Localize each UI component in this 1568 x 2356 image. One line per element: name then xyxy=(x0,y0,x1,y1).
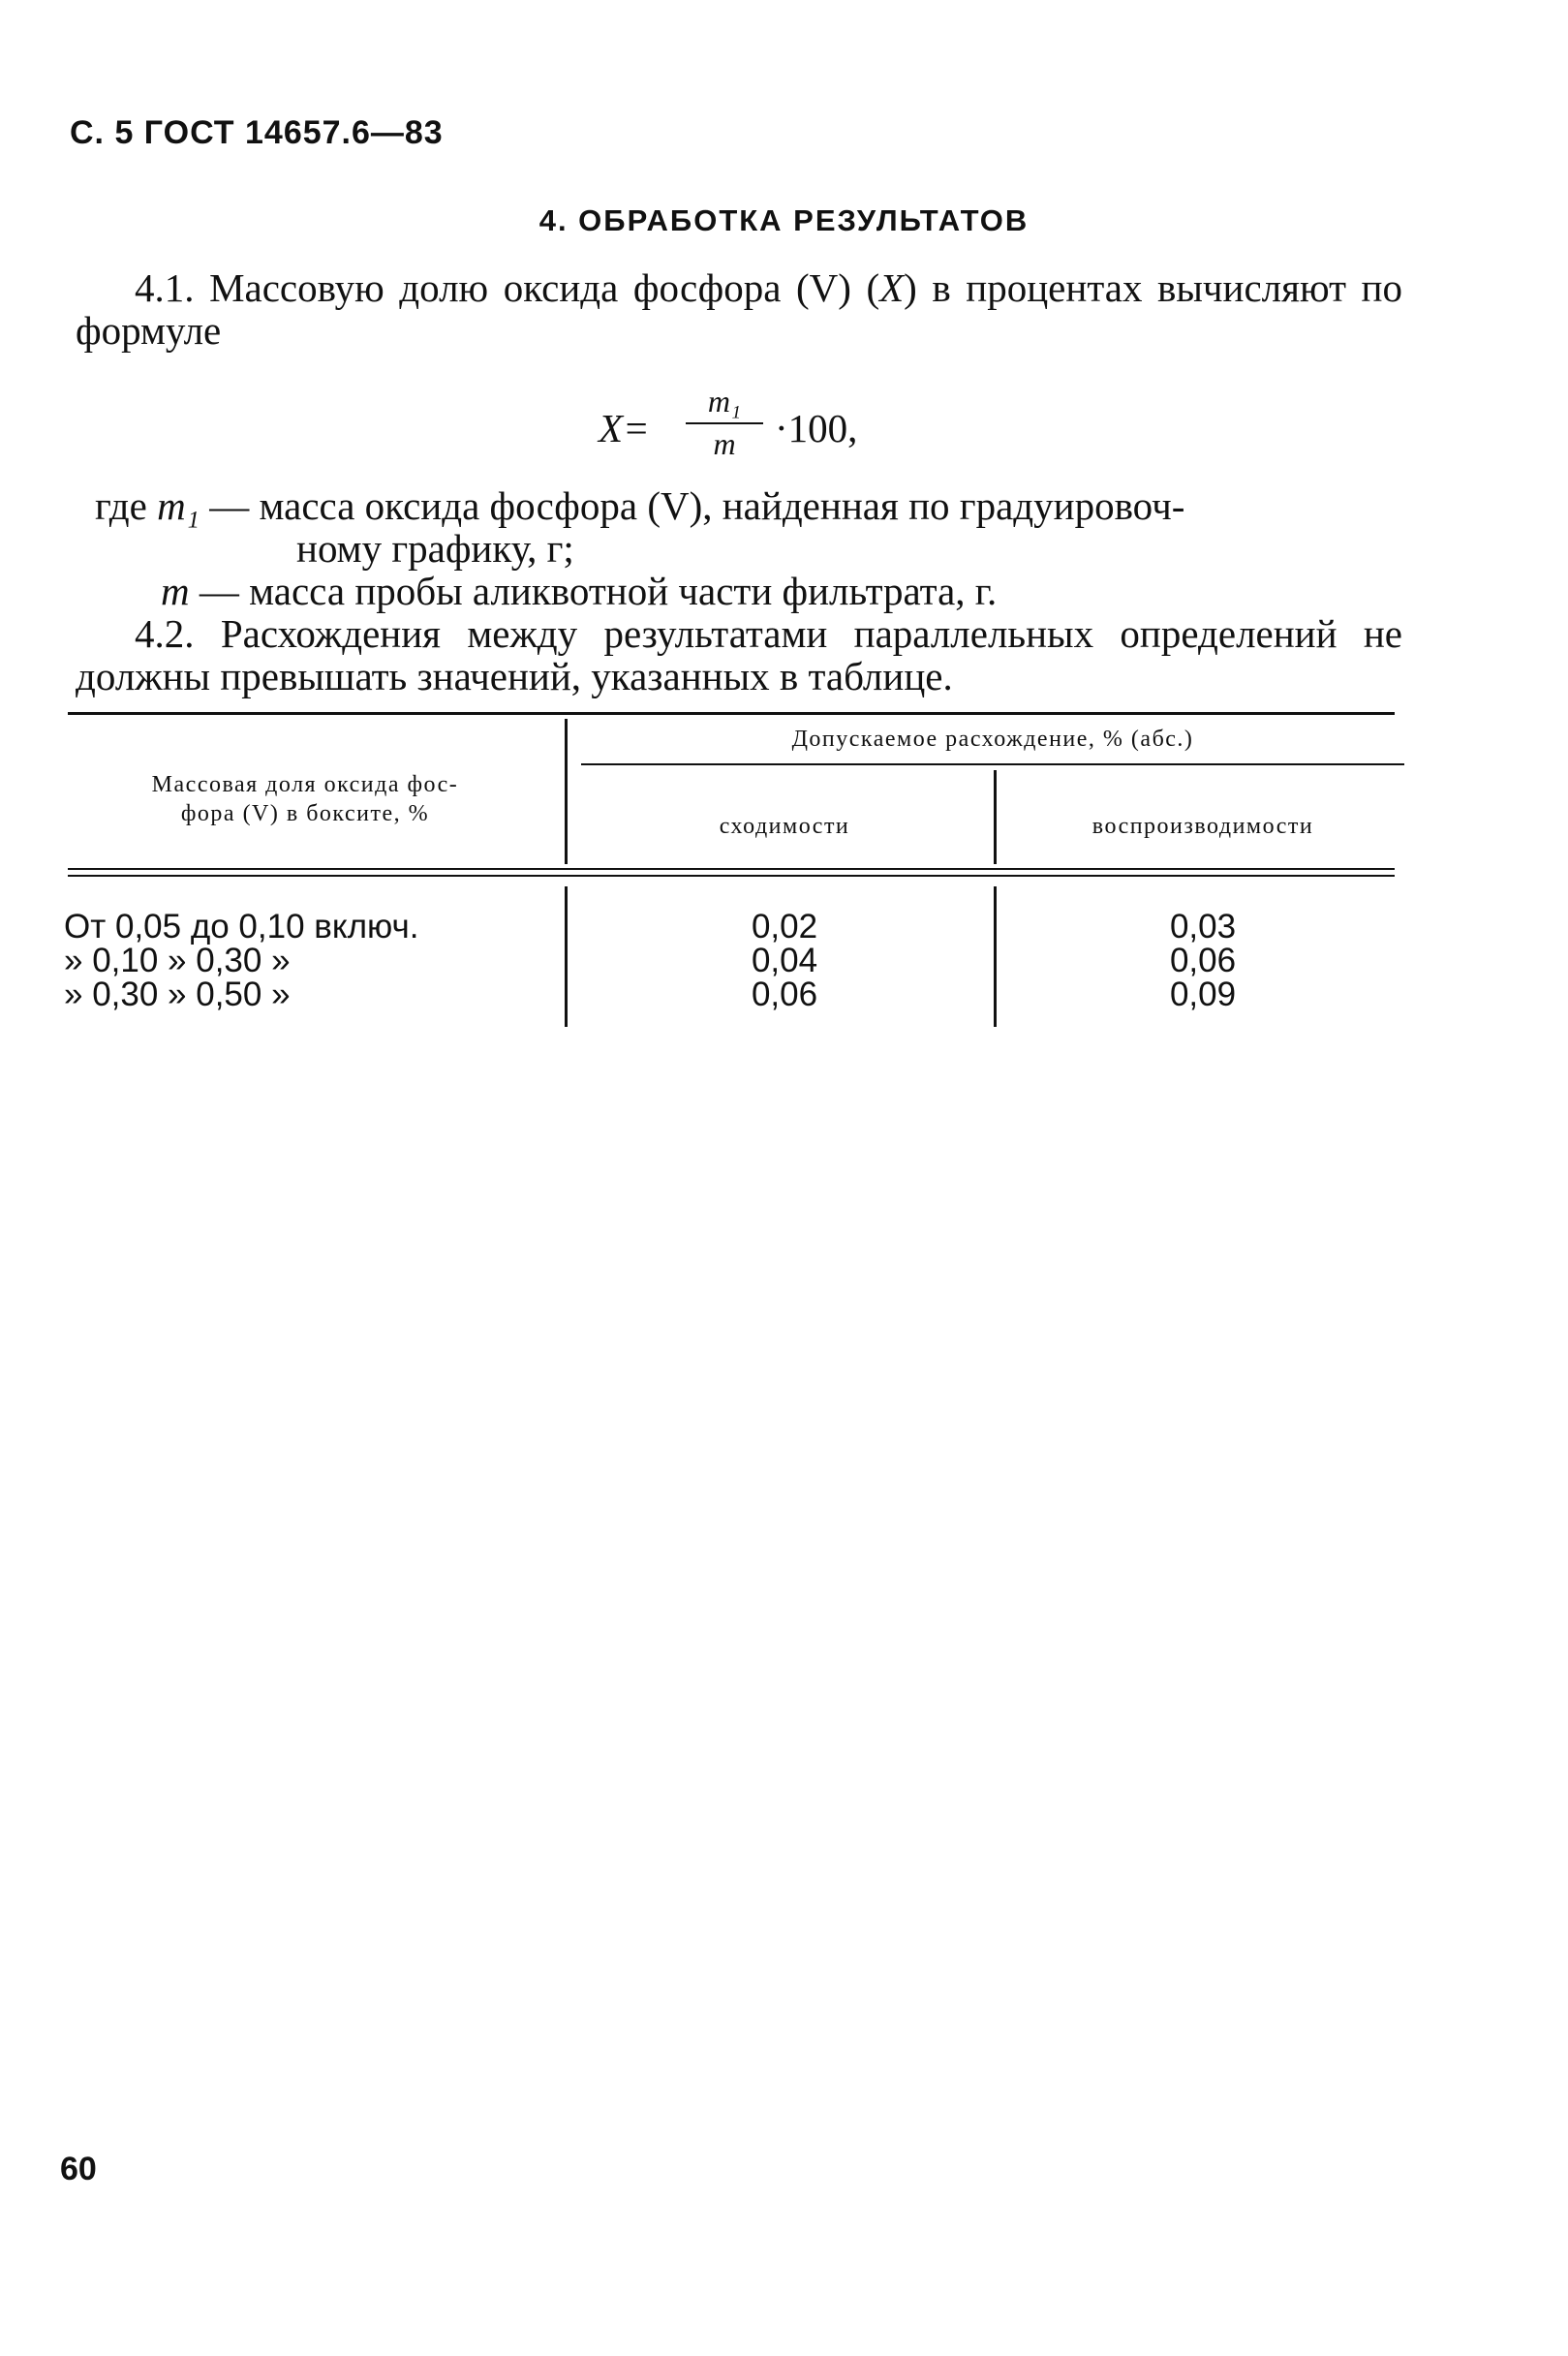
table-column-divider xyxy=(994,770,997,864)
sub-header-reproducibility: воспроизводимости xyxy=(1091,814,1314,839)
sub-header-convergence: сходимости xyxy=(719,814,850,839)
table-row-range: » 0,10 » 0,30 » xyxy=(64,942,291,979)
m-description: — масса пробы аликвотной части фильтрата, г. xyxy=(199,569,998,613)
table-column-divider xyxy=(565,886,568,1027)
formula-denominator: m xyxy=(713,426,736,461)
where-prefix: где xyxy=(95,483,147,528)
variable-x: X xyxy=(879,265,905,310)
symbol-m: m xyxy=(161,569,190,613)
symbol-m1: m₁ xyxy=(157,483,200,528)
group-header-rule xyxy=(581,763,1404,765)
m1-description: — масса оксида фосфора (V), найденная по градуировоч- xyxy=(209,483,1185,528)
table-row-reproducibility: 0,03 xyxy=(1169,908,1237,946)
formula-lhs: X= xyxy=(599,406,650,450)
page-number: 60 xyxy=(60,2151,97,2187)
table-column-divider xyxy=(994,886,997,1027)
page-header: С. 5 ГОСТ 14657.6—83 xyxy=(70,114,444,151)
table-column-divider xyxy=(565,719,568,864)
table-row-convergence: 0,02 xyxy=(751,908,818,946)
paragraph-text: ) в процентах вычисляют по формуле xyxy=(76,265,1402,353)
table-row-range: » 0,30 » 0,50 » xyxy=(64,976,291,1013)
paragraph-text: Расхождения между результатами параллельных определений не должны превышать значений, указанных в таблице. xyxy=(76,611,1402,698)
table-row-convergence: 0,06 xyxy=(751,976,818,1013)
group-header: Допускаемое расхождение, % (абс.) xyxy=(791,727,1194,752)
table-row-range: От 0,05 до 0,10 включ. xyxy=(64,908,419,946)
col1-header: Массовая доля оксида фос- фора (V) в боксите, % xyxy=(151,772,459,826)
fraction-bar xyxy=(686,422,763,424)
table-row-reproducibility: 0,09 xyxy=(1169,976,1237,1013)
paragraph-number: 4.2. xyxy=(135,611,195,656)
table-top-rule xyxy=(68,712,1395,715)
table-row-reproducibility: 0,06 xyxy=(1169,942,1237,979)
table-row-convergence: 0,04 xyxy=(751,942,818,979)
formula-fraction xyxy=(686,386,763,459)
section-title: 4. ОБРАБОТКА РЕЗУЛЬТАТОВ xyxy=(538,203,1030,237)
where-m1 xyxy=(95,484,1402,570)
paragraph-text: Массовую долю оксида фосфора (V) ( xyxy=(209,265,880,310)
formula-numerator: m₁ xyxy=(707,384,742,418)
paragraph-number: 4.1. xyxy=(135,265,195,310)
where-m xyxy=(161,570,1400,612)
paragraph-4-1 xyxy=(76,266,1402,352)
paragraph-4-2 xyxy=(76,612,1402,698)
m1-description-cont: ному графику, г; xyxy=(296,526,574,571)
header-double-rule xyxy=(68,868,1395,870)
header-double-rule xyxy=(68,875,1395,877)
formula-rhs: ·100, xyxy=(775,406,858,450)
